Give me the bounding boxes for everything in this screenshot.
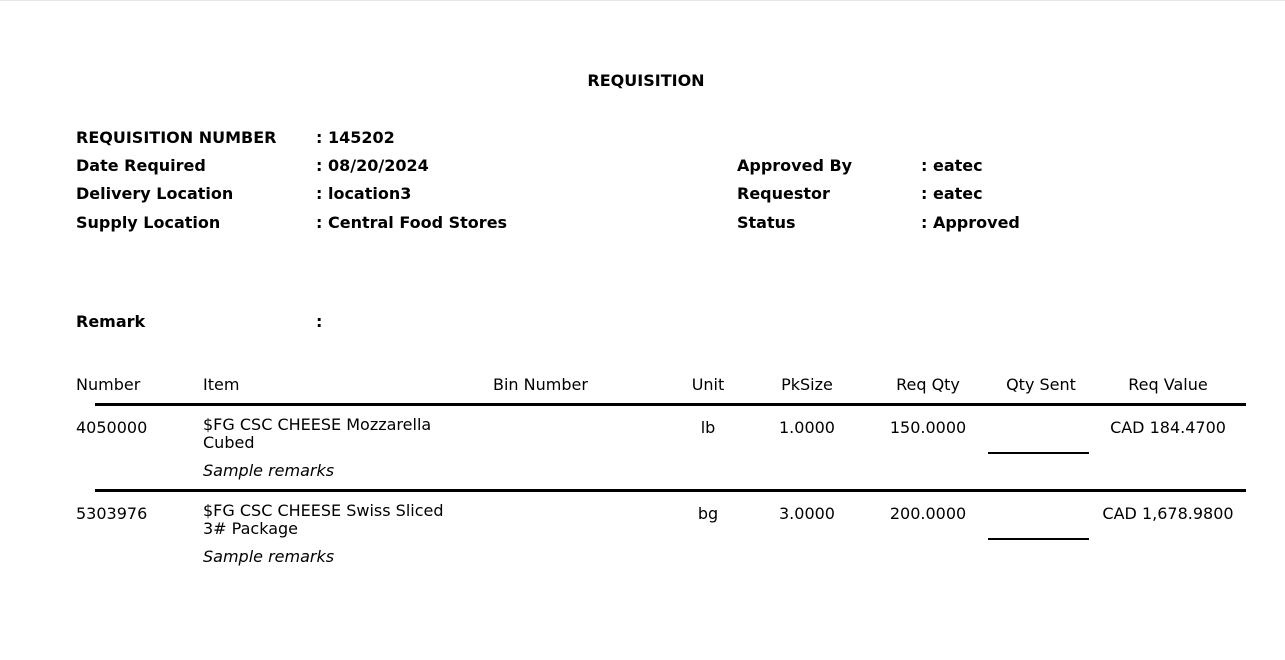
col-header-qty-sent: Qty Sent [1006,375,1076,394]
row-req-value: CAD 184.4700 [1110,418,1226,437]
col-header-req-qty: Req Qty [896,375,960,394]
requisition-number-label: REQUISITION NUMBER [76,128,277,147]
supply-location-label: Supply Location [76,213,221,232]
remark-label: Remark [76,312,146,331]
row-pksize: 1.0000 [779,418,835,437]
qty-sent-underline [988,452,1089,454]
approved-by-label: Approved By [737,156,853,175]
approved-by-value: : eatec [921,156,983,175]
row-item: $FG CSC CHEESE Mozzarella Cubed [203,415,432,452]
status-value: : Approved [921,213,1020,232]
qty-sent-underline [988,538,1089,540]
col-header-unit: Unit [691,375,725,394]
requestor-value: : eatec [921,184,983,203]
row-unit: lb [700,418,716,437]
row-item: $FG CSC CHEESE Swiss Sliced 3# Package [203,501,444,538]
date-required-label: Date Required [76,156,206,175]
requestor-label: Requestor [737,184,830,203]
delivery-location-label: Delivery Location [76,184,234,203]
row-req-value: CAD 1,678.9800 [1102,504,1234,523]
row-pksize: 3.0000 [779,504,835,523]
top-border [0,0,1285,1]
col-header-number: Number [76,375,141,394]
col-header-pksize: PkSize [781,375,833,394]
row-divider [95,403,1246,406]
status-label: Status [737,213,796,232]
remark-value: : [316,312,323,331]
row-req-qty: 200.0000 [889,504,967,523]
row-divider [95,489,1246,492]
row-number: 4050000 [76,418,148,437]
col-header-req-value: Req Value [1128,375,1208,394]
col-header-item: Item [203,375,240,394]
row-remarks: Sample remarks [203,461,335,480]
row-remarks: Sample remarks [203,547,335,566]
row-number: 5303976 [76,504,148,523]
supply-location-value: : Central Food Stores [316,213,508,232]
document-title: REQUISITION [587,71,705,90]
requisition-number-value: : 145202 [316,128,395,147]
row-unit: bg [697,504,719,523]
delivery-location-value: : location3 [316,184,412,203]
row-req-qty: 150.0000 [889,418,967,437]
date-required-value: : 08/20/2024 [316,156,429,175]
col-header-bin-number: Bin Number [493,375,588,394]
